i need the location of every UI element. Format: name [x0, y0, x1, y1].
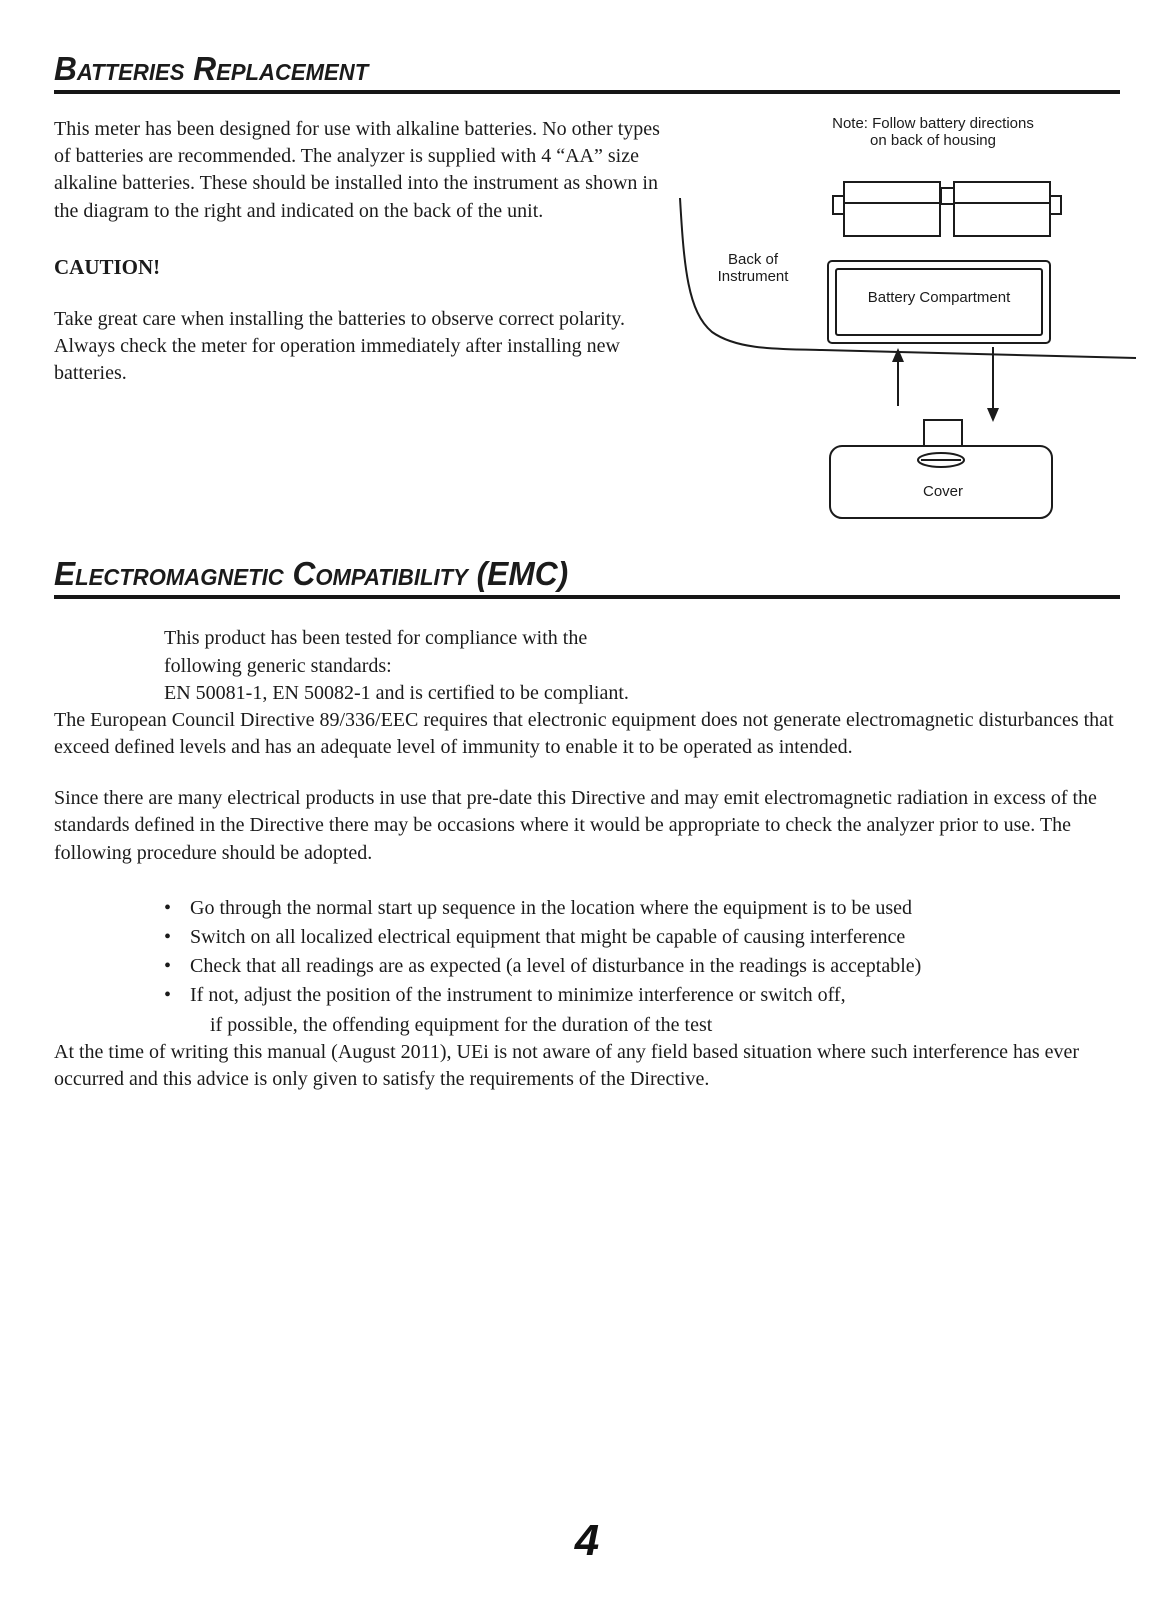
section-divider: [54, 90, 1120, 94]
section-emc: [54, 555, 1120, 1093]
list-item: • Switch on all localized electrical equipment that might be capable of causing interference: [164, 924, 1120, 951]
caution-paragraph: Take great care when installing the batteries to observe correct polarity. Always check the meter for operation immediately after installing new batteries.: [54, 307, 625, 385]
emc-paragraph-predate: Since there are many electrical products in use that pre-date this Directive and may emit electromagnetic radiation in excess of the standards defined in the Directive there may be occasions where it would be appropriate to check the analyzer prior to use. The following procedure should be adopted.: [54, 787, 1097, 864]
list-item: • Check that all readings are as expected (a level of disturbance in the readings is acceptable): [164, 953, 1120, 980]
emc-closing-paragraph: At the time of writing this manual (August 2011), UEi is not aware of any field based situation where such interference has ever occurred and this advice is only given to satisfy the requirements of the Directive.: [54, 1040, 1080, 1090]
caution-heading: CAUTION!: [54, 254, 161, 279]
diagram-back-label-line1: Back of: [727, 251, 779, 268]
list-item: • Go through the normal start up sequence in the location where the equipment is to be used: [164, 895, 1120, 922]
section-divider: [54, 595, 1120, 599]
list-item-continuation: if possible, the offending equipment for the duration of the test: [210, 1013, 713, 1036]
compartment-label: Battery Compartment: [867, 289, 1011, 306]
emc-paragraph-directive: The European Council Directive 89/336/EEC requires that electronic equipment does not generate electromagnetic disturbances that exceed defined levels and has an adequate level of immunity to enable it to be operated as intended.: [54, 708, 1114, 759]
compliance-note: [164, 625, 650, 707]
batteries-intro-paragraph: This meter has been designed for use with alkaline batteries. No other types of batteries are recommended. The analyzer is supplied with 4 “AA” size alkaline batteries. These should be installed into the instrument as shown in the diagram to the right and indicated on the back of the unit.: [54, 118, 660, 222]
battery-icon: [833, 182, 1061, 236]
list-item: • If not, adjust the position of the instrument to minimize interference or switch off,: [164, 982, 1120, 1009]
compliance-line-1: This product has been tested for compliance with the following generic standards:: [164, 627, 588, 677]
diagram-back-label-line2: Instrument: [717, 268, 789, 285]
page-number: 4: [574, 1516, 600, 1565]
procedure-list: [164, 895, 1120, 1010]
batteries-text-column: [54, 116, 662, 387]
battery-diagram: [658, 106, 1158, 538]
cover-label: Cover: [922, 483, 964, 500]
battery-cover: [830, 420, 1052, 518]
batteries-section-title: Batteries Replacement: [54, 50, 369, 87]
compliance-line-2: EN 50081-1, EN 50082-1 and is certified to be compliant.: [164, 681, 629, 704]
arrow-down-icon: [987, 347, 999, 422]
diagram-note-line1: Note: Follow battery directions: [832, 115, 1034, 132]
emc-section-title: Electromagnetic Compatibility (EMC): [54, 555, 569, 593]
arrow-up-icon: [892, 348, 904, 406]
diagram-note-line2: on back of housing: [870, 132, 996, 149]
